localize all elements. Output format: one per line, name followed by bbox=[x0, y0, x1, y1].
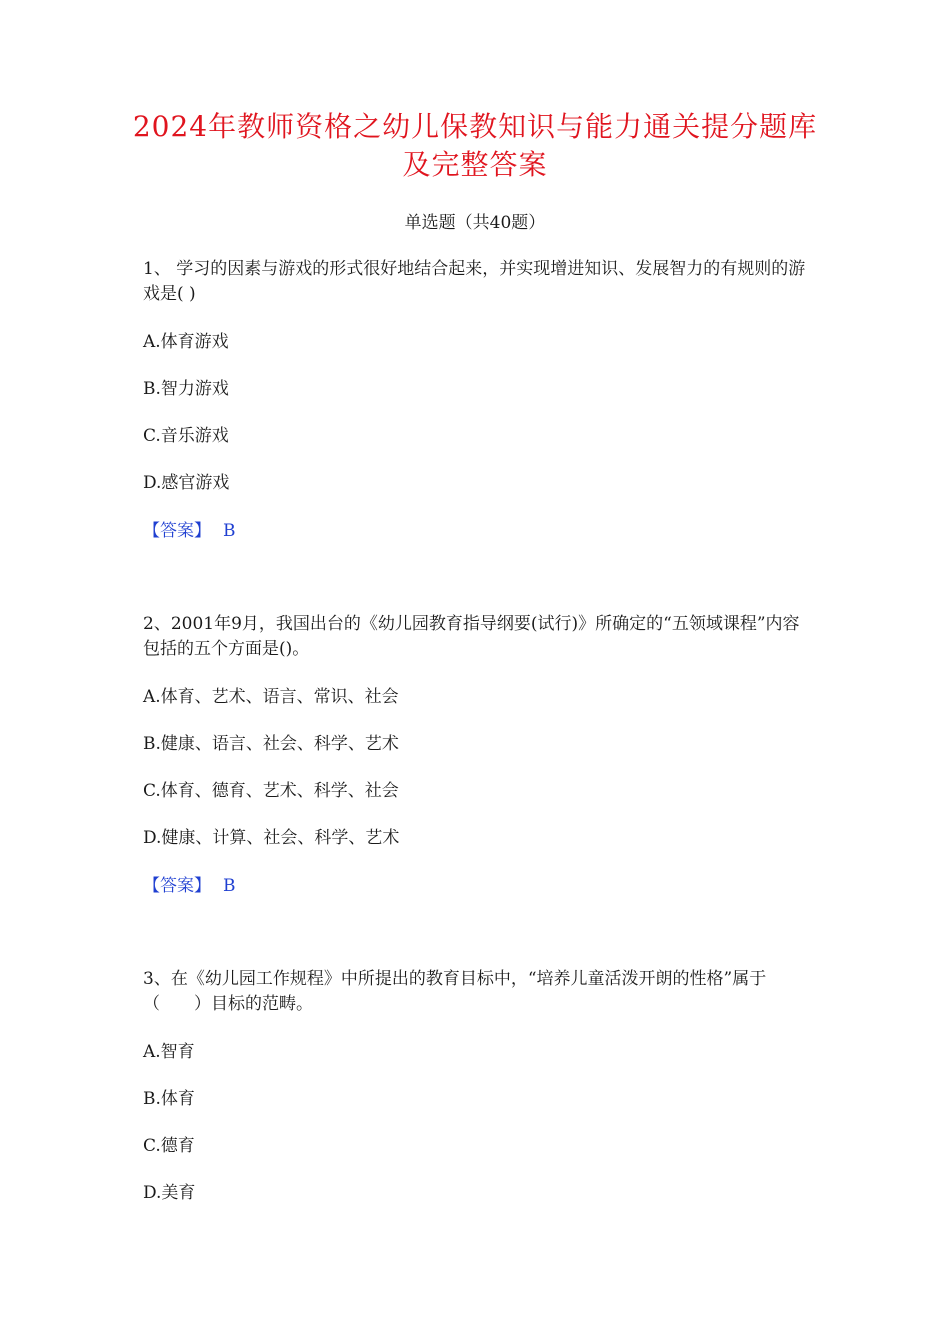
question-3 bbox=[143, 967, 813, 1203]
option-a: A.智育 bbox=[143, 1042, 195, 1062]
option-a: A.体育游戏 bbox=[143, 332, 229, 352]
option-d: D.健康、计算、社会、科学、艺术 bbox=[143, 828, 400, 848]
section-heading: 单选题（共40题） bbox=[404, 213, 546, 233]
question-2 bbox=[143, 612, 813, 896]
answer-value: B bbox=[223, 876, 236, 896]
option-c: C.音乐游戏 bbox=[143, 426, 229, 446]
option-b: B.体育 bbox=[143, 1089, 195, 1109]
option-d: D.美育 bbox=[143, 1183, 196, 1203]
question-1 bbox=[143, 257, 813, 541]
option-b: B.健康、语言、社会、科学、艺术 bbox=[143, 734, 399, 754]
document-title: 2024年教师资格之幼儿保教知识与能力通关提分题库及完整答案 bbox=[132, 110, 818, 181]
option-b: B.智力游戏 bbox=[143, 379, 229, 399]
option-a: A.体育、艺术、语言、常识、社会 bbox=[143, 687, 399, 707]
question-stem: 2、2001年9月，我国出台的《幼儿园教育指导纲要(试行)》所确定的“五领域课程”内容包括的五个方面是()。 bbox=[143, 614, 800, 659]
answer-label: 【答案】 bbox=[143, 521, 211, 541]
option-c: C.体育、德育、艺术、科学、社会 bbox=[143, 781, 399, 801]
question-stem: 3、在《幼儿园工作规程》中所提出的教育目标中，“培养儿童活泼开朗的性格”属于（ ）目标的范畴。 bbox=[143, 969, 767, 1014]
answer bbox=[143, 875, 236, 897]
question-stem: 1、 学习的因素与游戏的形式很好地结合起来，并实现增进知识、发展智力的有规则的游戏是( ) bbox=[143, 259, 806, 304]
answer-value: B bbox=[223, 521, 236, 541]
option-c: C.德育 bbox=[143, 1136, 195, 1156]
answer-label: 【答案】 bbox=[143, 876, 211, 896]
option-d: D.感官游戏 bbox=[143, 473, 230, 493]
answer bbox=[143, 520, 236, 542]
